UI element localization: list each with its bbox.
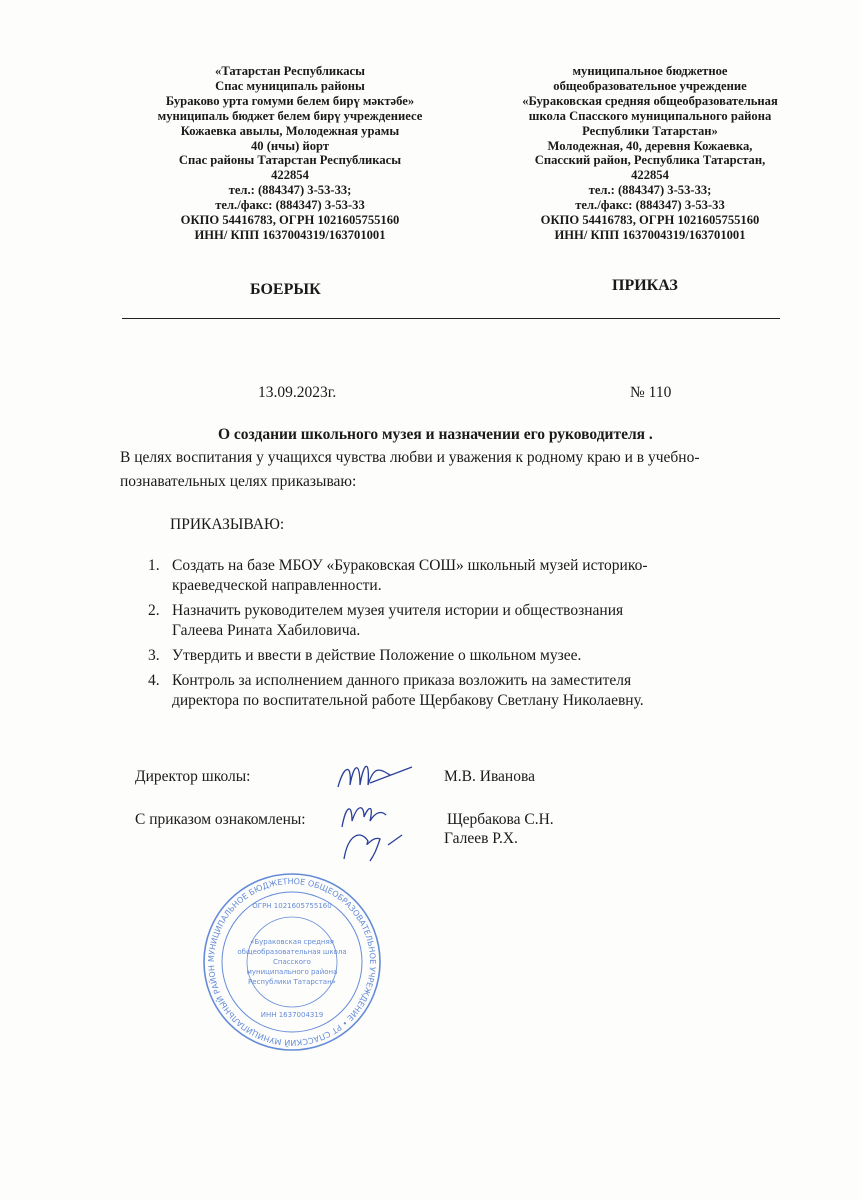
svg-text:ИНН 1637004319: ИНН 1637004319 <box>260 1011 324 1019</box>
handwritten-signatures <box>330 755 450 865</box>
header-line: ИНН/ КПП 1637004319/163701001 <box>194 227 386 242</box>
order-word: ПРИКАЗЫВАЮ: <box>170 516 285 533</box>
header-line: Спас муниципаль районы <box>215 78 365 93</box>
header-right-russian <box>470 64 830 243</box>
item-number: 4. <box>148 672 160 689</box>
header-line: «Татарстан Республикасы <box>215 64 365 78</box>
svg-text:ОГРН 1021605755160: ОГРН 1021605755160 <box>252 902 332 910</box>
header-line: Кожаевка авылы, Молодежная урамы <box>180 123 400 138</box>
director-name: М.В. Иванова <box>444 768 535 785</box>
header-line: тел./факс: (884347) 3-53-33 <box>215 198 365 213</box>
item-number: 2. <box>148 602 160 619</box>
header-line: муниципаль бюджет белем бирү учреждениесе <box>157 108 423 123</box>
header-line: тел.: (884347) 3-53-33; <box>228 183 352 198</box>
list-item <box>148 556 648 596</box>
acquainted-name: Щербакова С.Н. <box>447 811 554 828</box>
item-text: краеведческой направленности. <box>172 577 382 594</box>
svg-text:Спасского: Спасского <box>273 958 311 966</box>
item-text: Контроль за исполнением данного приказа возложить на заместителя <box>172 672 632 689</box>
header-line: муниципальное бюджетное <box>572 64 728 78</box>
svg-text:муниципального района: муниципального района <box>246 968 338 976</box>
director-label: Директор школы: <box>135 768 251 785</box>
preamble-line: познавательных целях приказываю: <box>120 473 357 490</box>
header-line: тел./факс: (884347) 3-53-33 <box>575 198 725 213</box>
header-line: школа Спасского муниципального района <box>528 108 772 123</box>
header-line: Республики Татарстан» <box>582 123 718 138</box>
svg-text:«Бураковская средняя: «Бураковская средняя <box>250 938 334 946</box>
svg-text:Республики Татарстан»: Республики Татарстан» <box>248 978 336 986</box>
item-text: Создать на базе МБОУ «Бураковская СОШ» школьный музей историко- <box>172 557 648 574</box>
header-line: ИНН/ КПП 1637004319/163701001 <box>554 227 746 242</box>
svg-text:МУНИЦИПАЛЬНОЕ БЮДЖЕТНОЕ ОБЩЕОБ: МУНИЦИПАЛЬНОЕ БЮДЖЕТНОЕ ОБЩЕОБРАЗОВАТЕЛЬНОЕ УЧРЕЖДЕНИЕ • РТ СПАССКИЙ МУНИЦИПАЛЬНЫЙ РАЙОН <box>206 876 378 1048</box>
svg-text:общеобразовательная школа: общеобразовательная школа <box>237 948 347 956</box>
list-item <box>148 671 648 711</box>
acquainted-label: С приказом ознакомлены: <box>135 811 306 828</box>
header-line: 40 (нчы) йорт <box>250 138 330 153</box>
official-stamp <box>202 872 382 1052</box>
doc-type-russian: ПРИКАЗ <box>612 277 678 294</box>
item-number: 3. <box>148 647 160 664</box>
doc-type-tatar: БОЕРЫК <box>250 281 321 298</box>
header-line: Спас районы Татарстан Республикасы <box>178 153 402 168</box>
list-item <box>148 646 648 666</box>
order-number: № 110 <box>630 384 672 401</box>
header-line: общеобразовательное учреждение <box>553 78 747 93</box>
header-line: ОКПО 54416783, ОГРН 1021605755160 <box>540 213 760 228</box>
order-date: 13.09.2023г. <box>258 384 337 401</box>
header-line: ОКПО 54416783, ОГРН 1021605755160 <box>180 213 400 228</box>
header-line: 422854 <box>271 168 309 183</box>
item-text: директора по воспитательной работе Щербакову Светлану Николаевну. <box>172 692 644 709</box>
item-text: Утвердить и ввести в действие Положение о школьном музее. <box>172 647 582 664</box>
header-line: «Бураковская средняя общеобразовательная <box>522 93 778 108</box>
header-left-tatar <box>110 64 470 243</box>
order-items <box>148 556 648 716</box>
item-text: Назначить руководителем музея учителя истории и обществознания <box>172 602 624 619</box>
item-number: 1. <box>148 557 160 574</box>
acquainted-name: Галеев Р.Х. <box>444 830 518 847</box>
item-text: Галеева Рината Хабиловича. <box>172 622 361 639</box>
header-line: Бураково урта гомуми белем бирү мәктәбе» <box>165 93 415 108</box>
order-title: О создании школьного музея и назначении его руководителя . <box>218 426 653 443</box>
header-divider <box>122 318 780 319</box>
preamble-line: В целях воспитания у учащихся чувства любви и уважения к родному краю и в учебно- <box>120 449 700 466</box>
header-line: 422854 <box>631 168 669 183</box>
header-line: тел.: (884347) 3-53-33; <box>588 183 712 198</box>
header-line: Молодежная, 40, деревня Кожаевка, <box>547 138 753 153</box>
header-line: Спасский район, Республика Татарстан, <box>534 153 766 168</box>
list-item <box>148 601 648 641</box>
